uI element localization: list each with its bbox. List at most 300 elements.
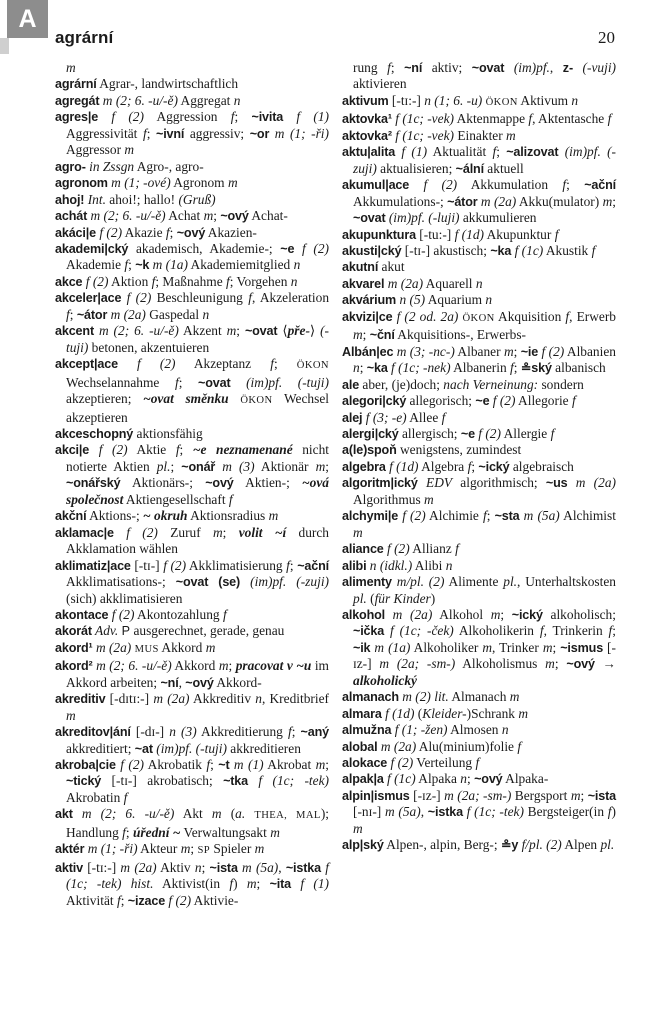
- entry-text: [-tɪ-] akustisch;: [401, 242, 491, 258]
- entry-text: pl.: [503, 574, 518, 590]
- entry-text: m: [213, 524, 223, 540]
- entry-text: ); Handlung: [66, 806, 329, 840]
- entry-text: , Unterhaltskosten: [517, 574, 616, 590]
- entry-text: ): [611, 804, 616, 820]
- entry-text: Aktivum: [517, 92, 572, 108]
- entry-text: ;: [496, 144, 507, 160]
- entry-text: f: [142, 125, 147, 141]
- entry-text: ;: [234, 109, 252, 125]
- entry-text: [-ɪz-]: [353, 639, 616, 672]
- headword-text: ~átor: [76, 307, 108, 322]
- dictionary-entry: [342, 442, 616, 458]
- entry-text: Akquisition: [494, 308, 566, 324]
- entry-text: Akupunktur: [484, 226, 555, 242]
- dictionary-entry: [342, 308, 616, 344]
- entry-text: m: [482, 639, 493, 655]
- entry-text: Alpaka-: [502, 771, 549, 787]
- dictionary-entry: [55, 691, 329, 724]
- entry-text: f: [455, 541, 459, 557]
- entry-text: n (idkl.): [366, 557, 413, 573]
- entry-text: ;: [120, 892, 128, 908]
- headword-text: alchymi|e: [342, 509, 399, 524]
- entry-text: Algorithmus: [353, 491, 425, 507]
- entry-text: a.: [235, 806, 246, 822]
- headword-text: ~onářský: [66, 476, 121, 491]
- entry-text: m (2a; -sm-): [444, 787, 512, 803]
- entry-text: f: [607, 804, 612, 820]
- entry-text: m (2a): [477, 193, 517, 209]
- headword-text: akreditov|ání: [55, 725, 131, 740]
- entry-text: Alkoholikerin: [453, 623, 540, 639]
- entry-text: m: [490, 606, 501, 622]
- entry-text: (sich) akklimatisieren: [66, 590, 183, 606]
- entry-text: f: [206, 757, 211, 773]
- entry-text: n: [290, 273, 298, 289]
- entry-text: pl.: [600, 837, 615, 853]
- entry-text: Aktionär: [254, 458, 316, 474]
- entry-text: f (1c): [383, 771, 416, 787]
- entry-text: (: [221, 806, 236, 822]
- dictionary-entry: [342, 376, 616, 393]
- dictionary-entry: [55, 273, 329, 290]
- entry-text: [-tɪ:-]: [82, 859, 121, 875]
- dictionary-entry: [342, 393, 616, 409]
- entry-text: n: [475, 275, 483, 291]
- entry-text: wenigstens, zumindest: [396, 442, 522, 458]
- entry-text: n: [460, 771, 467, 787]
- entry-text: ;: [325, 458, 329, 474]
- entry-text: m (1; -ři): [84, 841, 138, 857]
- entry-text: ;: [359, 360, 367, 376]
- entry-text: [-tɪ-]: [130, 557, 164, 573]
- headword-text: ~ační: [584, 178, 616, 193]
- entry-text: Aktivie-: [191, 892, 239, 908]
- page-edge-mark: [0, 38, 9, 54]
- headword-text: ~istka: [427, 805, 463, 820]
- entry-text: m (1a): [149, 257, 188, 273]
- entry-text: durch Akklamation wählen: [66, 524, 329, 557]
- entry-text: Kleider-: [422, 705, 467, 721]
- running-head: [55, 28, 615, 48]
- headword-text: ~ální: [455, 161, 484, 176]
- entry-text: f (2): [387, 755, 414, 771]
- headword-text: aktovka¹: [342, 112, 392, 127]
- entry-text: m: [503, 343, 514, 359]
- entry-text: Aktivist(in: [153, 876, 230, 892]
- entry-text: m: [545, 656, 555, 672]
- entry-text: , Kreditbrief: [261, 691, 329, 707]
- entry-text: [-dɪ-]: [130, 724, 170, 740]
- headword-text: ~ční: [369, 328, 395, 343]
- entry-text: ;: [273, 356, 297, 372]
- entry-text: ;: [128, 257, 136, 273]
- entry-text: f: [229, 876, 234, 892]
- entry-text: f (1c; -nek): [387, 360, 451, 376]
- headword-text: a(le)spoň: [342, 443, 397, 458]
- entry-continuation: [353, 60, 616, 93]
- headword-text: ≗ský: [520, 361, 552, 376]
- dictionary-entry: [55, 841, 329, 859]
- entry-text: m: [353, 524, 363, 540]
- headword-text: akce: [55, 274, 83, 289]
- headword-text: ~ovat: [244, 324, 278, 339]
- headword-text: akci|e: [55, 443, 90, 458]
- dictionary-entry: [342, 574, 616, 607]
- headword-text: ~izace: [127, 893, 166, 908]
- entry-text: m: [268, 508, 279, 524]
- entry-text: Akzeptanz: [175, 356, 271, 372]
- entry-text: m: [66, 60, 76, 75]
- headword-text: achát: [55, 209, 88, 224]
- entry-text: Akrobatik: [144, 757, 207, 773]
- entry-text: f: [550, 425, 555, 441]
- entry-text: Almanach: [448, 689, 510, 705]
- headword-text: ~ovat: [471, 61, 505, 75]
- headword-text: akademi|cký: [55, 241, 129, 256]
- entry-text: m: [542, 639, 553, 655]
- entry-text: m (2; 6. -u/-ě): [72, 806, 175, 822]
- dictionary-entry: [55, 442, 330, 508]
- entry-text: m: [66, 707, 76, 723]
- entry-text: n: [501, 722, 509, 738]
- headword-text: alegori|cký: [342, 394, 407, 409]
- dictionary-entry: [342, 177, 616, 226]
- entry-text: f: [228, 491, 233, 507]
- entry-text: aktiv;: [422, 60, 472, 75]
- entry-text: f: [483, 508, 487, 524]
- entry-text: Aggressivität: [66, 125, 143, 141]
- headword-text: ~ovat: [198, 375, 231, 390]
- entry-text: f (1d): [381, 705, 415, 721]
- entry-text: f (1): [283, 109, 330, 125]
- entry-text: f: [123, 789, 128, 805]
- entry-text: ;: [289, 557, 298, 573]
- dictionary-entry: [55, 76, 329, 92]
- entry-text: ;: [362, 327, 370, 343]
- entry-text: m: [211, 806, 222, 822]
- entry-text: f: [554, 226, 559, 242]
- entry-text: ;: [222, 524, 239, 540]
- entry-text: f: [226, 273, 230, 289]
- entry-text: Akklimatisations-;: [66, 574, 176, 590]
- headword-text: alp|ský: [342, 838, 384, 853]
- entry-text: [245, 806, 254, 821]
- entry-text: Albanerin: [450, 360, 511, 376]
- entry-text: pře-: [287, 323, 310, 339]
- entry-text: m: [315, 757, 326, 773]
- entry-text: f (1c; -tek): [248, 773, 329, 789]
- entry-text: n: [194, 859, 202, 875]
- entry-text: ;: [146, 125, 156, 141]
- entry-text: f: [510, 360, 514, 376]
- entry-text: m: [424, 491, 434, 507]
- entry-text: ,: [178, 674, 186, 690]
- entry-text: ;: [201, 859, 210, 875]
- entry-text: Allegorie: [515, 393, 572, 409]
- entry-text: SP: [197, 845, 211, 857]
- headword-text: akceler|ace: [55, 291, 122, 306]
- headword-text: ~ní: [404, 61, 423, 75]
- entry-text: m: [218, 658, 229, 674]
- entry-text: m (2a): [107, 306, 146, 322]
- entry-text: [-dɪtɪ:-]: [105, 691, 154, 707]
- entry-text: ;: [513, 360, 521, 376]
- entry-text: f (2): [96, 224, 123, 240]
- entry-text: f (2): [398, 508, 426, 524]
- entry-text: aggressiv;: [184, 125, 250, 141]
- headword-text: z-: [562, 61, 573, 75]
- entry-text: n: [255, 691, 262, 707]
- entry-text: ⟨: [277, 323, 288, 339]
- entry-text: akkreditieren: [226, 740, 301, 756]
- dictionary-entry: [342, 409, 616, 426]
- headword-text: alpin|ismus: [342, 788, 410, 803]
- headword-text: ~ita: [269, 877, 292, 892]
- entry-text: ;: [178, 374, 198, 390]
- entry-text: ,: [278, 859, 286, 875]
- entry-text: ,: [549, 60, 563, 75]
- dictionary-entry: [55, 240, 329, 274]
- entry-text: Aggression: [143, 109, 231, 125]
- headword-text: aktovka²: [342, 128, 392, 143]
- dictionary-entry: [342, 541, 616, 557]
- entry-text: aktivieren: [353, 76, 407, 92]
- entry-text: akkumulieren: [459, 210, 537, 226]
- entry-text: , Trinkerin: [543, 623, 609, 639]
- entry-text: Agro-, agro-: [134, 158, 204, 174]
- headword-text: ~k: [135, 258, 150, 273]
- entry-text: Alchimist: [559, 508, 616, 524]
- headword-text: ~e: [460, 426, 475, 441]
- entry-text: Alkohol: [432, 606, 491, 622]
- entry-text: f: [248, 290, 252, 306]
- dictionary-entry: [55, 224, 329, 241]
- entry-text: ahoi!; hallo!: [105, 191, 179, 207]
- entry-text: m: [227, 175, 238, 191]
- entry-text: f (1c; -vek): [391, 111, 454, 127]
- entry-text: )Schrank: [466, 705, 519, 721]
- entry-text: f: [565, 308, 570, 324]
- entry-text: Aggregat: [177, 92, 234, 108]
- entry-text: m: [509, 689, 520, 705]
- headword-text: aliance: [342, 542, 384, 557]
- entry-text: úřední ~: [132, 824, 181, 840]
- dictionary-entry: [342, 242, 616, 259]
- dictionary-entry: [342, 92, 616, 111]
- entry-text: [-tɪ:-]: [388, 92, 425, 108]
- headword-text: akusti|cký: [342, 243, 402, 258]
- entry-text: (im)pf. (-tuji): [152, 740, 227, 756]
- entry-text: f (2): [115, 757, 144, 773]
- entry-continuation: [66, 60, 329, 76]
- entry-text: Aktion: [108, 273, 152, 289]
- dictionary-entry: [342, 226, 616, 243]
- entry-text: f: [230, 109, 235, 125]
- headword-text: almužna: [342, 723, 392, 738]
- entry-text: m: [518, 705, 528, 721]
- headword-text: ahoj!: [55, 192, 85, 207]
- entry-text: Aktualität: [427, 144, 493, 160]
- entry-text: albanisch: [551, 360, 606, 376]
- dictionary-entry: [342, 458, 616, 475]
- entry-text: f: [387, 60, 391, 75]
- entry-text: Bergsteiger(in: [523, 804, 608, 820]
- entry-text: [229, 391, 241, 406]
- entry-text: ,: [420, 804, 428, 820]
- dictionary-entry: [342, 475, 616, 508]
- entry-text: ;: [190, 841, 198, 857]
- entry-text: ;: [554, 656, 567, 672]
- headword-text: ~ivita: [251, 110, 284, 125]
- dictionary-entry: [342, 837, 616, 853]
- entry-text: f (2): [108, 606, 135, 622]
- entry-text: f: [562, 177, 567, 193]
- entry-text: n: [571, 92, 579, 108]
- entry-text: ⟩: [309, 323, 321, 339]
- entry-text: f (1d): [385, 458, 419, 474]
- headword-text: ~sta: [494, 509, 520, 524]
- headword-text: akáci|e: [55, 225, 96, 240]
- entry-text: f: [151, 273, 156, 289]
- entry-text: m (2; 6. -u/-ě): [99, 92, 178, 108]
- entry-text: f (1): [395, 144, 428, 160]
- entry-text: (-vuji): [573, 60, 616, 75]
- entry-text: f (1): [291, 876, 329, 892]
- entry-text: f (2): [489, 393, 516, 409]
- entry-text: ;: [580, 787, 588, 803]
- entry-text: ;: [552, 639, 561, 655]
- entry-text: THEA, MAL: [254, 810, 321, 822]
- entry-text: m (2a): [567, 475, 616, 491]
- entry-text: n: [202, 306, 210, 322]
- dictionary-entry: [55, 757, 329, 806]
- headword-text: alkohol: [342, 607, 386, 622]
- entry-text: Aktiengesellschaft: [123, 491, 229, 507]
- entry-text: Akteur: [137, 841, 181, 857]
- entry-text: m (2; 6. -u/-ě): [87, 208, 166, 224]
- headword-text: ~ie: [520, 344, 539, 359]
- entry-text: ;: [612, 623, 616, 639]
- headword-text: alibi: [342, 558, 367, 573]
- dictionary-entry: [55, 109, 330, 158]
- entry-text: Aktien-;: [233, 475, 303, 491]
- entry-text: m (2a): [384, 275, 424, 291]
- headword-text: akupunktura: [342, 227, 416, 242]
- entry-text: , Trinker: [492, 639, 543, 655]
- entry-text: (: [366, 590, 375, 606]
- dictionary-entry: [342, 275, 616, 292]
- entry-text: ;: [486, 508, 495, 524]
- entry-text: m (2; 6. -u/-ě): [92, 658, 172, 674]
- entry-text: ; Vorgehen: [229, 273, 291, 289]
- entry-text: Aktenmappe: [453, 111, 529, 127]
- entry-text: Achat: [165, 208, 204, 224]
- headword-text: ~ista: [209, 860, 238, 875]
- entry-text: für Kinder: [374, 590, 431, 606]
- dictionary-columns: [55, 60, 617, 909]
- entry-text: Verteilung: [413, 755, 476, 771]
- entry-text: Alpen-, alpin, Berg-;: [383, 837, 501, 853]
- entry-text: n (3): [169, 724, 197, 740]
- entry-text: n (5): [396, 292, 426, 308]
- entry-text: , Akzeleration: [251, 290, 330, 306]
- entry-text: m (3): [215, 458, 255, 474]
- entry-text: , Aktentasche: [532, 111, 608, 127]
- headword-text: akroba|cie: [55, 758, 116, 773]
- entry-text: Akkord-: [213, 674, 262, 690]
- entry-text: aktionsfähig: [133, 425, 203, 441]
- entry-text: alkoholický: [353, 672, 417, 688]
- entry-text: pracovat v ~u: [235, 658, 312, 674]
- entry-text: m: [570, 787, 581, 803]
- headword-text: algoritm|ický: [342, 476, 418, 491]
- entry-text: ;: [467, 771, 475, 787]
- headword-text: Albán|ec: [342, 344, 394, 359]
- entry-text: ): [233, 876, 247, 892]
- entry-text: m: [205, 639, 216, 655]
- entry-text: ; Maßnahme: [155, 273, 226, 289]
- entry-text: f/pl. (2): [518, 837, 562, 853]
- entry-text: ;: [236, 323, 245, 339]
- entry-text: f: [607, 111, 612, 127]
- headword-text: ~ička: [353, 624, 385, 639]
- entry-text: Akademiemitglied: [187, 257, 294, 273]
- headword-text: ≗y: [500, 838, 519, 853]
- entry-text: ): [430, 590, 436, 606]
- dictionary-entry: [55, 425, 329, 442]
- headword-text: ~istka: [285, 860, 322, 875]
- entry-text: m (5a): [384, 804, 421, 820]
- entry-text: ;: [170, 458, 182, 474]
- headword-text: ~ický: [511, 607, 543, 622]
- entry-text: ;: [291, 724, 301, 740]
- dictionary-entry: [55, 191, 329, 208]
- entry-text: Aktionsradius: [187, 508, 269, 524]
- headword-text: ~or: [249, 126, 270, 141]
- headword-text: alobal: [342, 739, 378, 754]
- entry-text: Aquarium: [425, 292, 486, 308]
- entry-text: nach Verneinung:: [443, 376, 539, 392]
- entry-text: ~ovat směnku: [143, 391, 229, 407]
- letter-tab: [7, 0, 48, 38]
- dictionary-entry: [55, 508, 329, 524]
- headword-text: aktivum: [342, 93, 389, 108]
- column-right: [342, 60, 616, 909]
- entry-text: algorithmisch;: [452, 475, 546, 491]
- entry-text: m (1; -ové): [107, 175, 171, 191]
- entry-text: f (1c; -vek): [391, 127, 454, 143]
- headword-text: akontace: [55, 607, 109, 622]
- headword-text: aktiv: [55, 860, 83, 875]
- entry-text: f (2): [89, 442, 128, 458]
- dictionary-entry: [342, 738, 616, 755]
- entry-text: f (2): [538, 343, 565, 359]
- entry-text: n: [445, 557, 453, 573]
- dictionary-entry: [342, 111, 616, 127]
- entry-text: f (2 od. 2a): [392, 308, 459, 324]
- entry-text: (im)pf.: [504, 60, 550, 75]
- entry-text: ;: [179, 442, 193, 458]
- entry-text: Albanien: [564, 343, 616, 359]
- headword-text: ale: [342, 377, 360, 392]
- headword-text: ~ový: [474, 772, 503, 787]
- entry-text: f (2): [163, 557, 187, 573]
- entry-text: m (1a): [370, 639, 411, 655]
- entry-text: volit ~í: [238, 524, 287, 540]
- entry-text: f (1c; -tek): [462, 804, 524, 820]
- headword-text: akord¹: [55, 640, 93, 655]
- dictionary-entry: [342, 343, 616, 377]
